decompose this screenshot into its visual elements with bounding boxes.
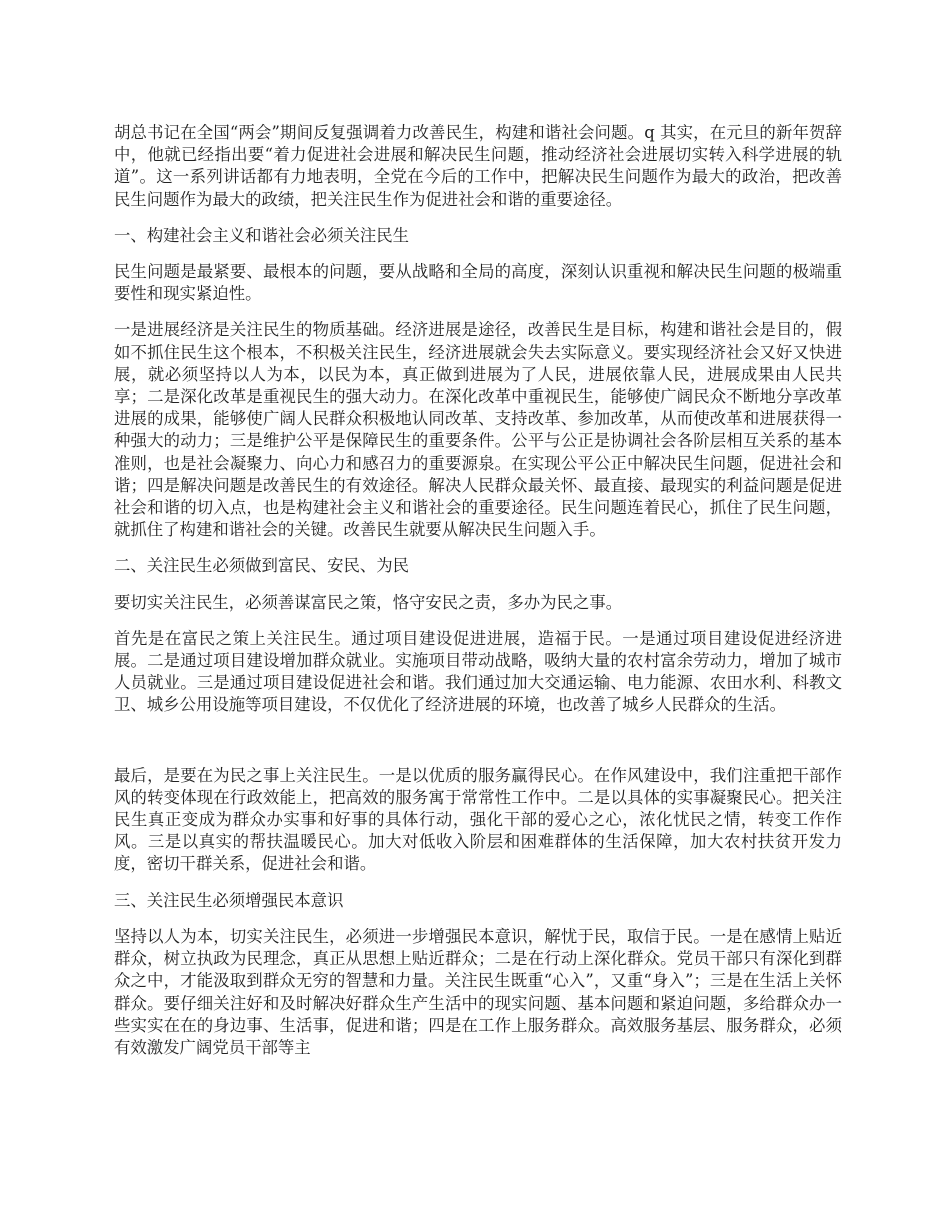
paragraph-gap [114,731,842,765]
document-body [114,122,842,1073]
section-heading-2: 二、关注民生必须做到富民、安民、为民 [114,556,410,576]
intro-paragraph: 胡总书记在全国“两会”期间反复强调着力改善民生，构建和谐社会问题。q 其实，在元旦的新年贺辞中，他就已经指出要“着力促进社会进展和解决民生问题，推动经济社会进展切实转入科学进展的轨道”。这一系列讲话都有力地表明，全党在今后的工作中，把解决民生问题作为最大的政治，把改善民生问题作为最大的政绩，把关注民生作为促进社会和谐的重要途径。 [114,123,842,209]
body-paragraph: 坚持以人为本，切实关注民生，必须进一步增强民本意识，解忧于民，取信于民。一是在感情上贴近群众，树立执政为民理念，真正从思想上贴近群众；二是在行动上深化群众。党员干部只有深化到群众之中，才能汲取到群众无穷的智慧和力量。关注民生既重“心入”，又重“身入”；三是在生活上关怀群众。要仔细关注好和及时解决好群众生产生活中的现实问题、基本问题和紧迫问题，多给群众办一些实实在在的身边事、生活事，促进和谐；四是在工作上服务群众。高效服务基层、服务群众，必须有效激发广阔党员干部等主 [114,926,842,1057]
section-heading-3: 三、关注民生必须增强民本意识 [114,890,344,910]
body-paragraph: 一是进展经济是关注民生的物质基础。经济进展是途径，改善民生是目标，构建和谐社会是目的，假如不抓住民生这个根本，不积极关注民生，经济进展就会失去实际意义。要实现经济社会又好又快进展，就必须坚持以人为本，以民为本，真正做到进展为了人民，进展依靠人民，进展成果由人民共享；二是深化改革是重视民生的强大动力。在深化改革中重视民生，能够使广阔民众不断地分享改革进展的成果，能够使广阔人民群众积极地认同改革、支持改革、参加改革，从而使改革和进展获得一种强大的动力；三是维护公平是保障民生的重要条件。公平与公正是协调社会各阶层相互关系的基本准则，也是社会凝聚力、向心力和感召力的重要源泉。在实现公平公正中解决民生问题，促进社会和谐；四是解决问题是改善民生的有效途径。解决人民群众最关怀、最直接、最现实的利益问题是促进社会和谐的切入点，也是构建社会主义和谐社会的重要途径。民生问题连着民心，抓住了民生问题，就抓住了构建和谐社会的关键。改善民生就要从解决民生问题入手。 [114,320,842,540]
body-paragraph: 要切实关注民生，必须善谋富民之策，恪守安民之责，多办为民之事。 [114,592,623,612]
body-paragraph: 最后，是要在为民之事上关注民生。一是以优质的服务赢得民心。在作风建设中，我们注重把干部作风的转变体现在行政效能上，把高效的服务寓于常常性工作中。二是以具体的实事凝聚民心。把关注民生真正变成为群众办实事和好事的具体行动，强化干部的爱心之心，浓化忧民之情，转变工作作风。三是以真实的帮扶温暖民心。加大对低收入阶层和困难群体的生活保障，加大农村扶贫开发力度，密切干群关系，促进社会和谐。 [114,765,842,874]
body-paragraph: 首先是在富民之策上关注民生。通过项目建设促进进展，造福于民。一是通过项目建设促进经济进展。二是通过项目建设增加群众就业。实施项目带动战略，吸纳大量的农村富余劳动力，增加了城市人员就业。三是通过项目建设促进社会和谐。我们通过加大交通运输、电力能源、农田水利、科教文卫、城乡公用设施等项目建设，不仅优化了经济进展的环境，也改善了城乡人民群众的生活。 [114,628,842,715]
body-paragraph: 民生问题是最紧要、最根本的问题，要从战略和全局的高度，深刻认识重视和解决民生问题的极端重要性和现实紧迫性。 [114,262,842,304]
section-heading-1: 一、构建社会主义和谐社会必须关注民生 [114,225,410,245]
